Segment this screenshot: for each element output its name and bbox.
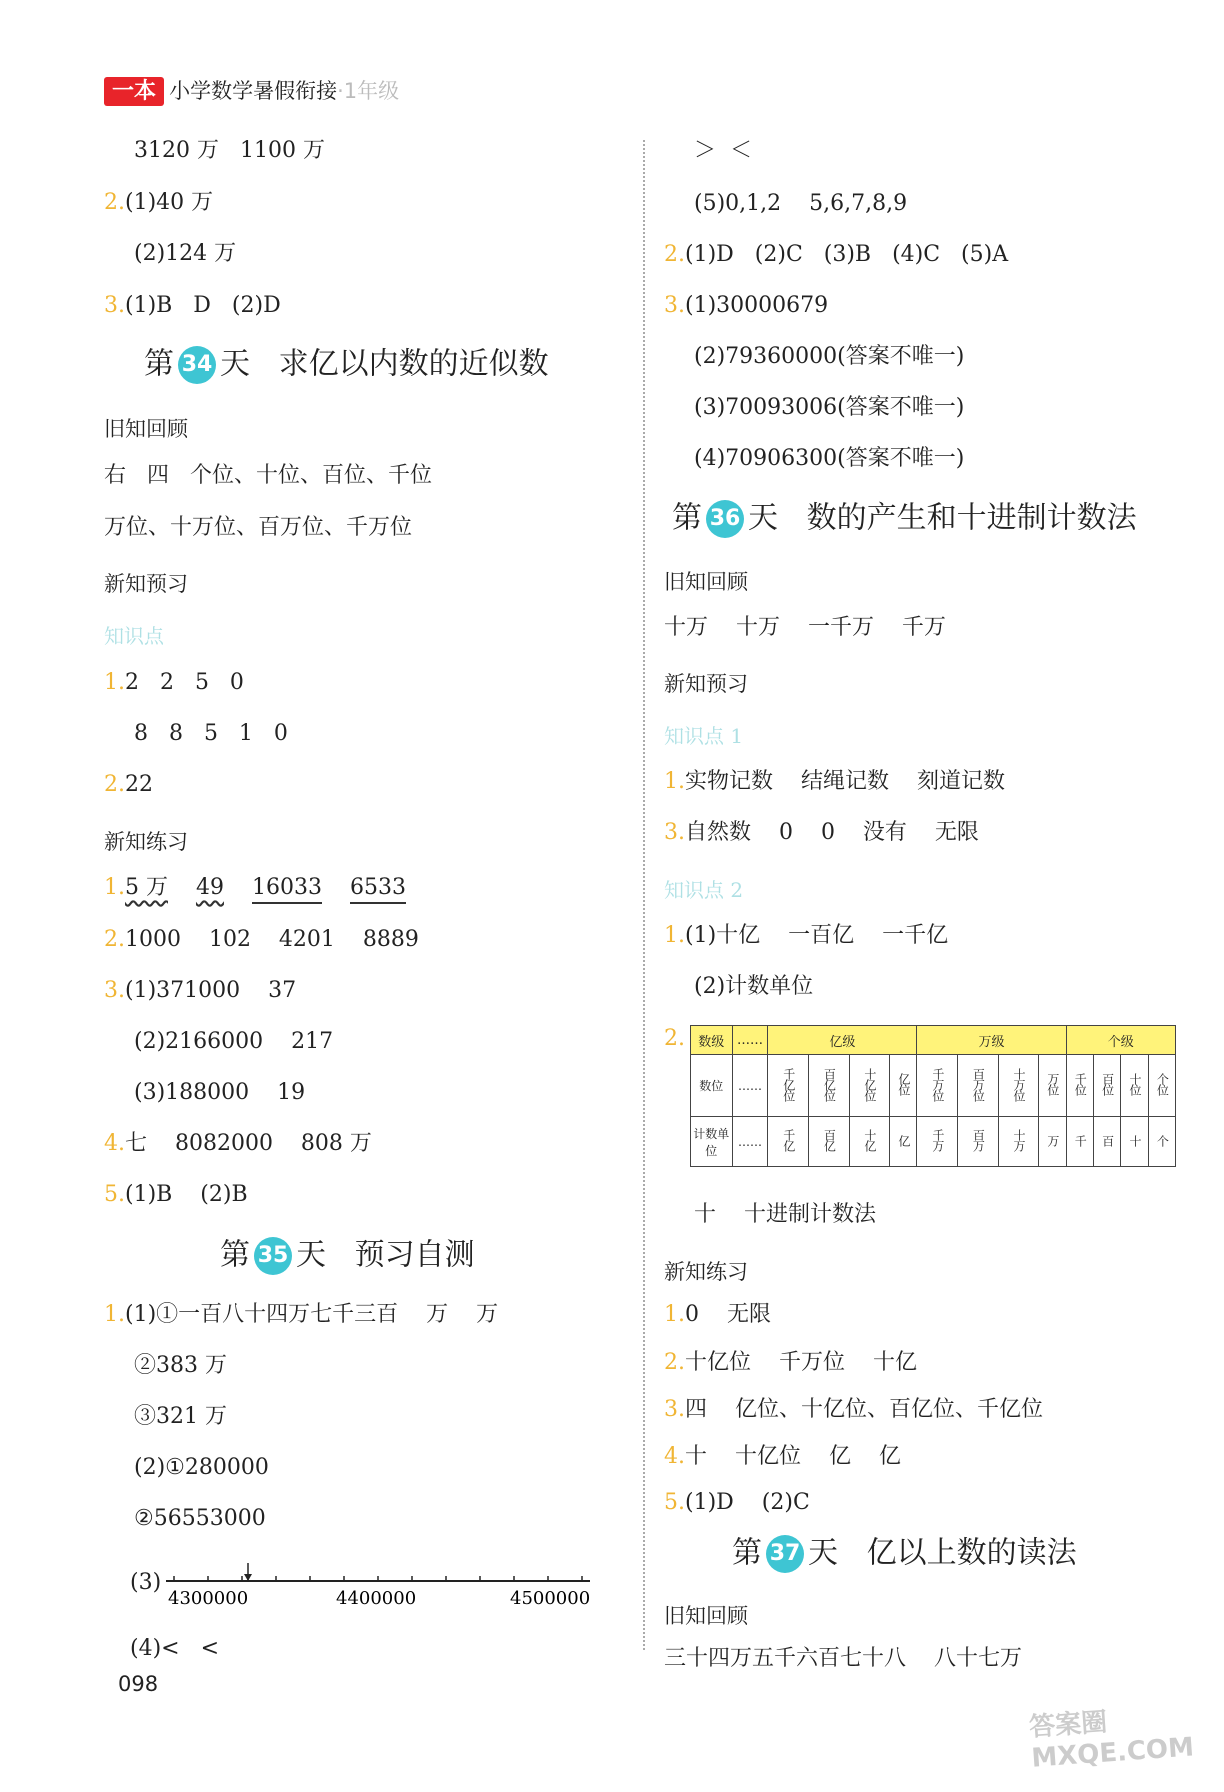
table-cell: …… [732, 1055, 768, 1117]
table-row [691, 1117, 1176, 1167]
knowledge-point-label: 知识点 [104, 624, 164, 648]
answer-line: 3.自然数 0 0 没有 无限 [664, 820, 979, 845]
section-label: 旧知回顾 [664, 570, 748, 594]
marker-arrow-head [244, 1574, 252, 1581]
table-cell: 百 [1093, 1117, 1120, 1167]
table-cell: 千万 [917, 1117, 958, 1167]
answer-line: 1.(1)十亿 一百亿 一千亿 [664, 923, 949, 948]
day-badge: 36 [706, 500, 744, 538]
answer-line: 2.1000 102 4201 8889 [104, 927, 419, 952]
answer-line: 1.实物记数 结绳记数 刻道记数 [664, 769, 1005, 794]
knowledge-point-label: 知识点 2 [664, 878, 744, 902]
table-cell: …… [732, 1026, 768, 1055]
knowledge-point-label: 知识点 1 [664, 724, 744, 748]
table-cell: 十万位 [998, 1055, 1039, 1117]
day-title: 第 37 天 亿以上数的读法 [732, 1535, 1077, 1573]
section-label: 新知练习 [104, 830, 188, 854]
day-title: 第 35 天 预习自测 [220, 1237, 475, 1275]
table-row [691, 1055, 1176, 1117]
answer-line: (5)0,1,2 5,6,7,8,9 [694, 191, 908, 216]
answer-line: 5.(1)D (2)C [664, 1490, 810, 1515]
answer-line: 2.十亿位 千万位 十亿 [664, 1350, 917, 1375]
answer-line: (2)计数单位 [694, 974, 814, 999]
day-badge: 34 [178, 346, 216, 384]
table-cell: 百亿位 [808, 1055, 849, 1117]
day-title: 第 34 天 求亿以内数的近似数 [144, 346, 549, 384]
answer-line: 2.(1)D (2)C (3)B (4)C (5)A [664, 242, 1009, 267]
section-label: 旧知回顾 [664, 1604, 748, 1628]
answer-line: (4)70906300(答案不唯一) [694, 446, 965, 471]
axis-label: 4400000 [336, 1588, 417, 1609]
column-divider [643, 140, 645, 1650]
table-cell: 个位 [1148, 1055, 1175, 1117]
answer-line: 1.0 无限 [664, 1302, 771, 1327]
answer-line: (2)①280000 [134, 1455, 269, 1480]
table-cell: 亿级 [768, 1026, 917, 1055]
answer-line: ②56553000 [134, 1506, 266, 1531]
table-cell: 百亿 [808, 1117, 849, 1167]
place-value-table [690, 1025, 1176, 1167]
table-cell: 个级 [1066, 1026, 1176, 1055]
answer-line: (2)2166000 217 [134, 1029, 334, 1054]
day-title: 第 36 天 数的产生和十进制计数法 [672, 500, 1137, 538]
answer-line: 4.十 十亿位 亿 亿 [664, 1444, 901, 1469]
table-cell: 千位 [1066, 1055, 1093, 1117]
table-cell: 数位 [691, 1055, 733, 1117]
answer-line: 8 8 5 1 0 [134, 721, 288, 746]
table-cell: 万级 [917, 1026, 1066, 1055]
table-cell: 个 [1148, 1117, 1175, 1167]
table-cell: 百位 [1093, 1055, 1120, 1117]
answer-line: 3.(1)B D (2)D [104, 293, 281, 318]
answer-line: 3.(1)30000679 [664, 293, 829, 318]
table-cell: 亿 [890, 1117, 917, 1167]
axis-label: 4300000 [168, 1588, 249, 1609]
table-cell: 十 [1121, 1117, 1148, 1167]
table-cell: 计数单位 [691, 1117, 733, 1167]
table-cell: 十万 [998, 1117, 1039, 1167]
answer-line: 三十四万五千六百七十八 八十七万 [664, 1646, 1022, 1671]
book-title: 小学数学暑假衔接 [169, 79, 338, 103]
answer-line: (2)124 万 [134, 241, 237, 266]
answer-line: 5.(1)B (2)B [104, 1182, 248, 1207]
answer-line: ②383 万 [134, 1353, 227, 1378]
number-line [160, 1555, 600, 1615]
section-label: 旧知回顾 [104, 417, 188, 441]
question-number: 2. [664, 1026, 685, 1051]
answer-line: 右 四 个位、十位、百位、千位 [104, 463, 432, 488]
answer-line: 3.四 亿位、十亿位、百亿位、千亿位 [664, 1397, 1043, 1422]
table-cell: 万 [1039, 1117, 1066, 1167]
answer-line: 2.(1)40 万 [104, 190, 214, 215]
table-cell: 万位 [1039, 1055, 1066, 1117]
answer-line: 1.(1)①一百八十四万七千三百 万 万 [104, 1302, 499, 1327]
section-label: 新知练习 [664, 1260, 748, 1284]
day-badge: 35 [254, 1237, 292, 1275]
answer-line: (3)70093006(答案不唯一) [694, 395, 965, 420]
answer-line: 万位、十万位、百万位、千万位 [104, 515, 413, 540]
header: 一本 小学数学暑假衔接·1年级 [104, 74, 399, 105]
table-cell: 百万 [958, 1117, 999, 1167]
answer-line: ＞ ＜ [694, 138, 752, 163]
answer-line: 3120 万 1100 万 [134, 138, 325, 163]
table-cell: 数级 [691, 1026, 733, 1055]
answer-line: 4.七 8082000 808 万 [104, 1131, 372, 1156]
table-cell: 十亿位 [849, 1055, 890, 1117]
day-badge: 37 [766, 1535, 804, 1573]
table-cell: 十亿 [849, 1117, 890, 1167]
page-number: 098 [118, 1672, 159, 1696]
table-cell: 百万位 [958, 1055, 999, 1117]
answer-line: 3.(1)371000 37 [104, 978, 297, 1003]
table-row [691, 1026, 1176, 1055]
table-cell: 千 [1066, 1117, 1093, 1167]
answer-line: 1.5 万 49 16033 6533 [104, 877, 406, 899]
section-label: 新知预习 [104, 572, 188, 596]
table-cell: 十位 [1121, 1055, 1148, 1117]
table-cell: 亿位 [890, 1055, 917, 1117]
watermark: 答案圈 MXQE.COM [1028, 1707, 1195, 1774]
answer-line: 1.2 2 5 0 [104, 670, 244, 695]
answer-line: 2.22 [104, 772, 153, 797]
answer-line: (3) [130, 1570, 162, 1595]
answer-line: (4)< < [130, 1636, 220, 1661]
table-cell: 千亿 [768, 1117, 809, 1167]
answer-line: ③321 万 [134, 1404, 227, 1429]
axis-label: 4500000 [510, 1588, 591, 1609]
table-cell: 千亿位 [768, 1055, 809, 1117]
table-cell: …… [732, 1117, 768, 1167]
brand-logo: 一本 [104, 77, 164, 106]
section-label: 新知预习 [664, 672, 748, 696]
answer-line: 十 十进制计数法 [694, 1202, 876, 1227]
answer-line: (3)188000 19 [134, 1080, 306, 1105]
answer-line: 十万 十万 一千万 千万 [664, 615, 946, 640]
answer-line: (2)79360000(答案不唯一) [694, 344, 965, 369]
table-cell: 千万位 [917, 1055, 958, 1117]
